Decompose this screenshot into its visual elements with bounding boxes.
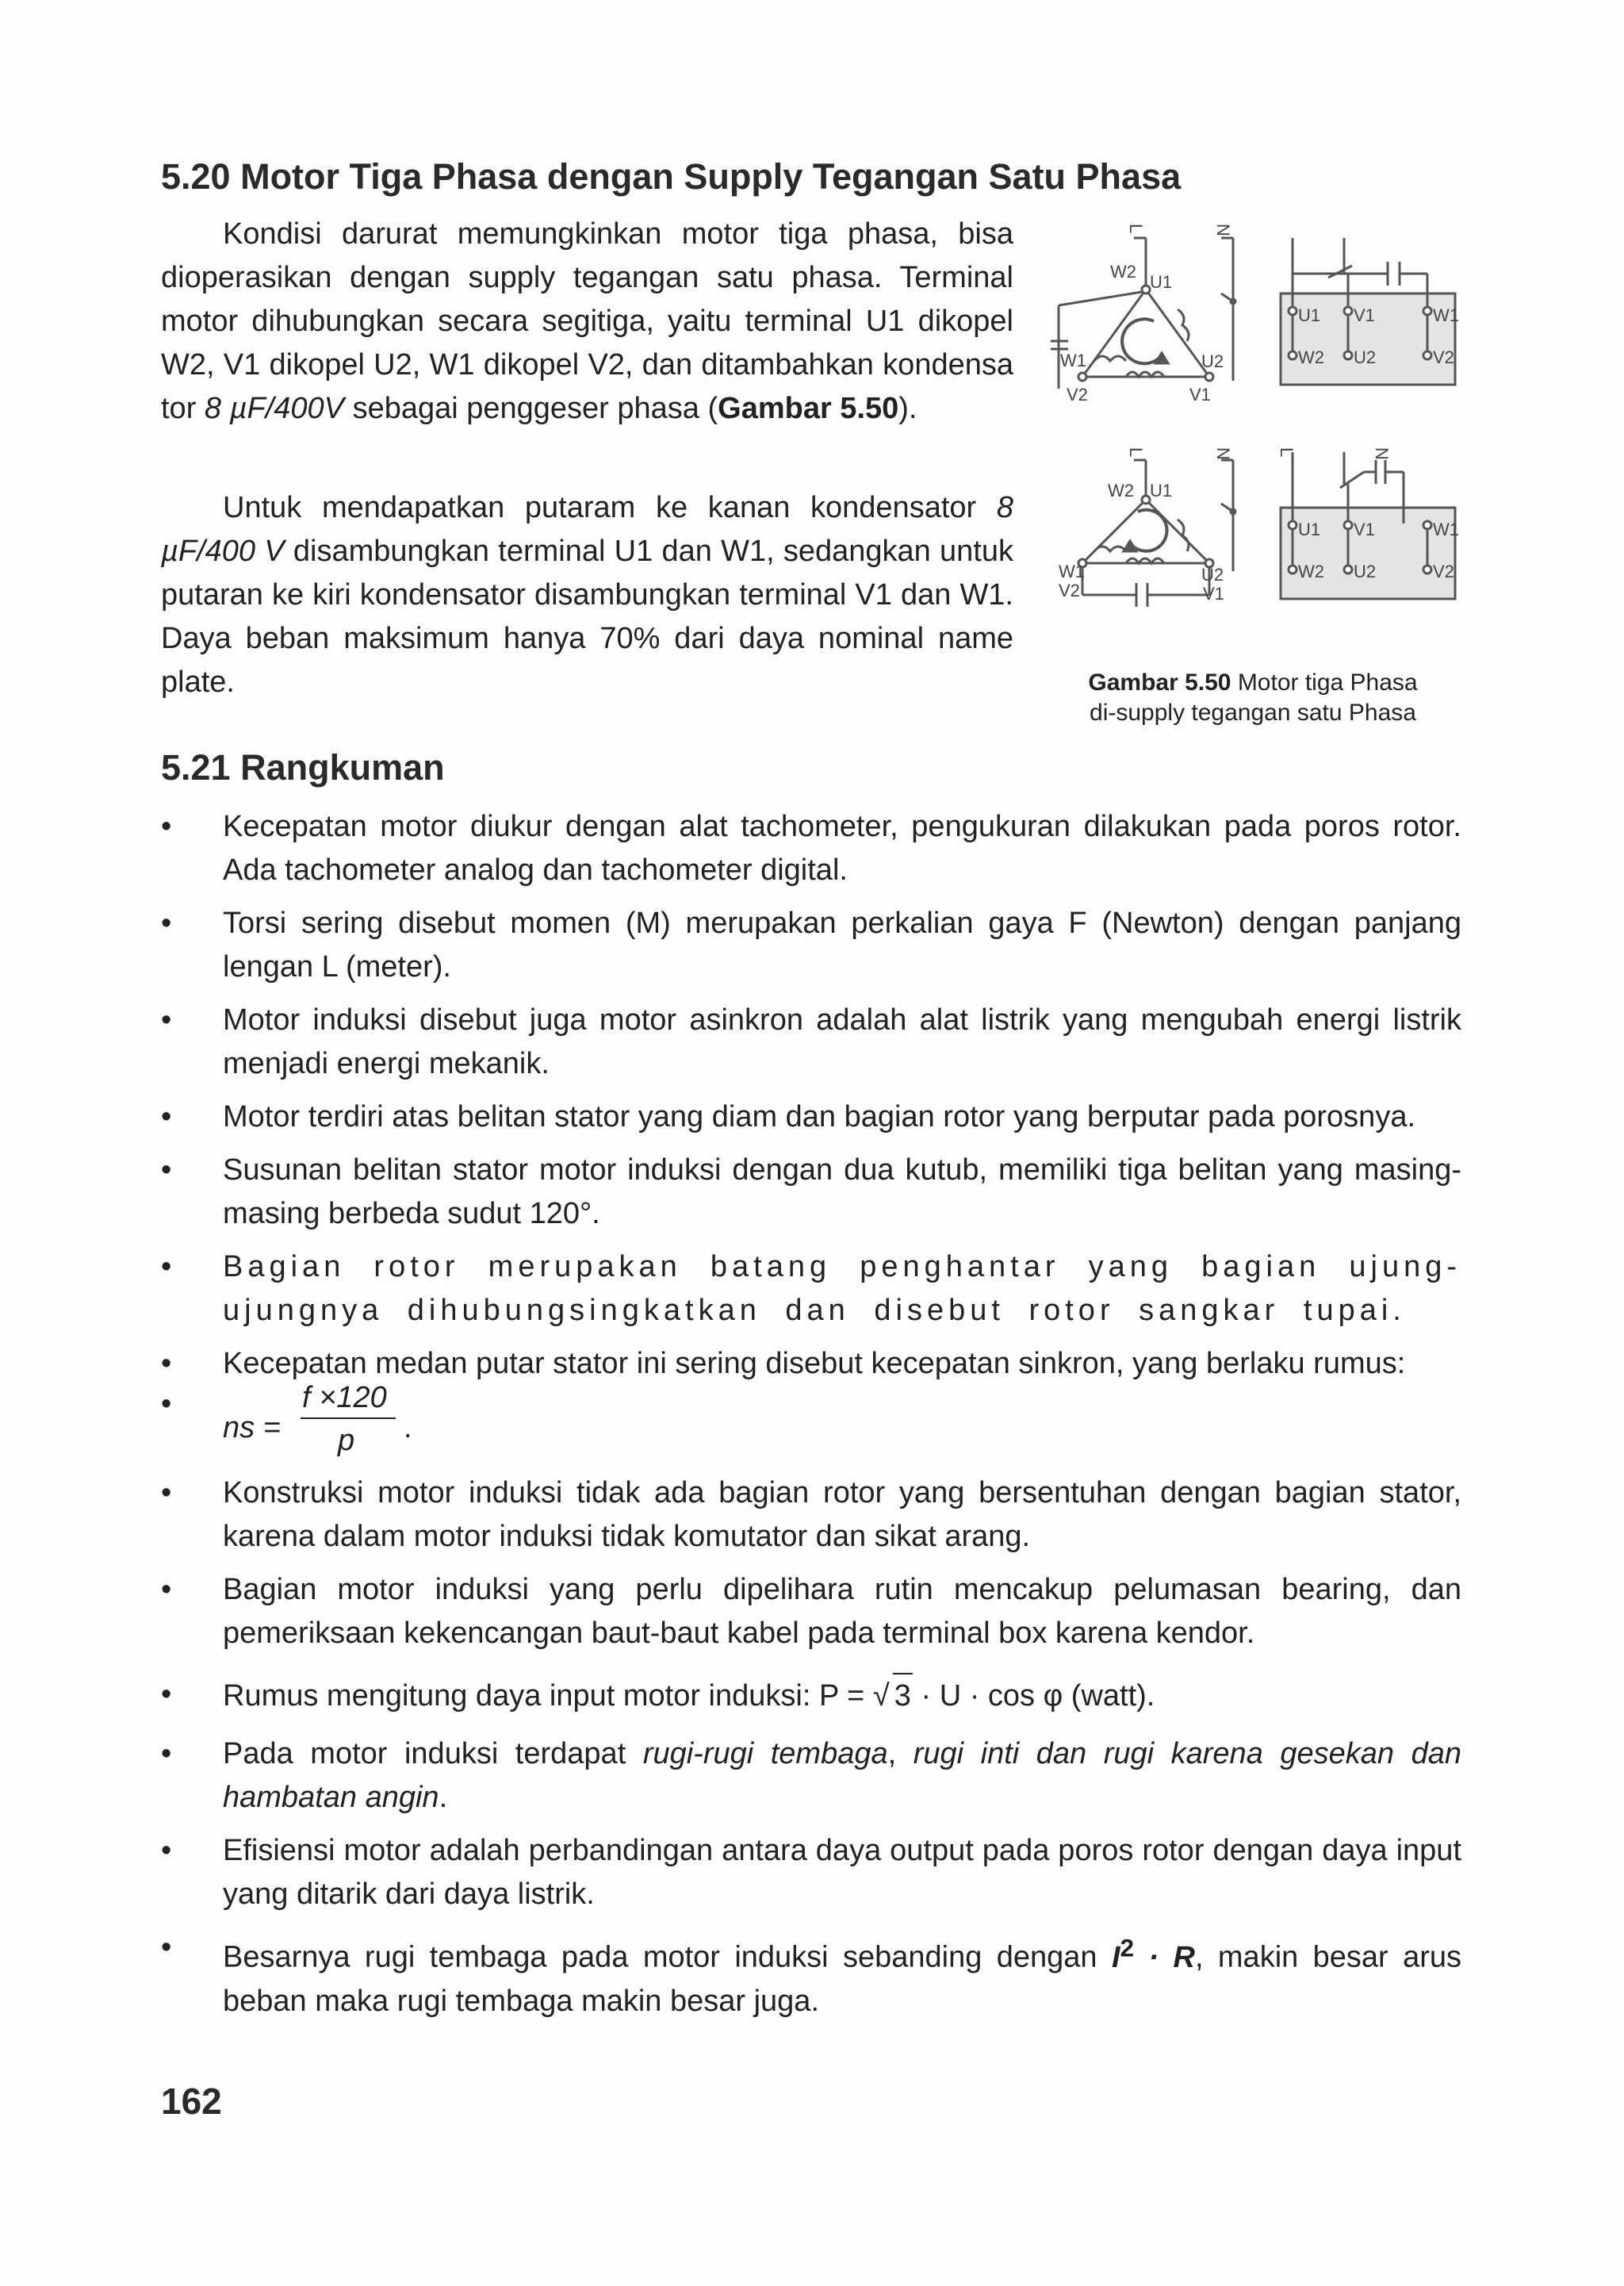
list-item: • Susunan belitan stator motor induksi dengan dua kutub, memiliki tiga belitan yang masing-masing berbeda sudut 120°. [161, 1149, 1461, 1236]
svg-text:V1: V1 [1354, 520, 1375, 539]
label-u2: U2 [1201, 351, 1224, 371]
list-item: • Konstruksi motor induksi tidak ada bagian rotor yang bersentuhan dengan bagian stator, karena dalam motor induksi tidak komutator dan sikat arang. [161, 1471, 1461, 1559]
figure-caption [1063, 668, 1443, 728]
list-item: • Bagian rotor merupakan batang penghantar yang bagian ujung-ujungnya dihubungsingkatkan dan disebut rotor sangkar tupai. [161, 1245, 1461, 1333]
svg-text:L: L [1277, 447, 1297, 458]
list-item: • Rumus mengitung daya input motor induksi: P = √ 3 · U · cos φ (watt). [161, 1673, 1461, 1718]
paragraph-2-text: Untuk mendapatkan putaram ke kanan kondensator [223, 491, 997, 524]
svg-text:W1: W1 [1433, 305, 1459, 325]
list-item: • Kecepatan medan putar stator ini sering disebut kecepatan sinkron, yang berlaku rumus: [161, 1342, 1461, 1386]
list-item: • Motor induksi disebut juga motor asinkron adalah alat listrik yang mengubah energi listrik menjadi energi mekanik. [161, 999, 1461, 1086]
losses-sep: , [887, 1737, 914, 1770]
label-w2: W2 [1110, 262, 1136, 282]
losses-other: rugi inti dan rugi karena gesekan dan hambatan angin [223, 1737, 1461, 1814]
paragraph-1 [161, 213, 1013, 431]
formula-lhs: • ns = [223, 1411, 281, 1444]
svg-text:N: N [1213, 447, 1233, 460]
paragraph-1-text: Kondisi darurat memungkinkan motor tiga phasa, bisa dioperasikan dengan supply tegangan satu phasa. Terminal motor dihubungkan secara segitiga, yaitu terminal U1 dikopel W2, V1 dikopel U2, W1 dikopel V2, dan ditambahkan kondensa tor [161, 217, 1013, 425]
paragraph-2-text-b: disambungkan terminal U1 dan W1, sedangkan untuk putaran ke kiri kondensator disambungkan terminal V1 dan W1. Daya beban maksimum hanya 70% dari daya nominal name plate. [161, 535, 1013, 699]
label-w1: W1 [1060, 351, 1086, 370]
caption-line-2: di-supply tegangan satu Phasa [1090, 700, 1416, 726]
svg-text:U2: U2 [1354, 562, 1377, 581]
label-l: L [1126, 224, 1146, 234]
current-symbol: I [1111, 1940, 1120, 1974]
paragraph-1-text-c: ). [898, 392, 917, 425]
svg-text:U1: U1 [1150, 481, 1173, 501]
section-title-5-20: 5.20 Motor Tiga Phasa dengan Supply Tegangan Satu Phasa [161, 156, 1182, 197]
svg-text:L: L [1126, 447, 1146, 458]
label-u1: U1 [1150, 272, 1173, 292]
losses-copper: rugi-rugi tembaga [642, 1737, 888, 1770]
section-title-5-21: 5.21 Rangkuman [161, 747, 445, 788]
formula-end: . [404, 1411, 412, 1444]
svg-text:W1: W1 [1059, 562, 1085, 581]
paragraph-1-text-b: sebagai penggeser phasa ( [344, 392, 718, 425]
figure-5-50-diagram [1051, 222, 1471, 658]
losses-end: . [439, 1781, 448, 1814]
svg-text:U2: U2 [1354, 347, 1377, 367]
list-item [161, 1732, 1461, 1820]
copper-loss-text: Besarnya rugi tembaga pada motor induksi sebanding dengan [223, 1940, 1112, 1974]
svg-text:V1: V1 [1203, 584, 1224, 604]
list-item [161, 1926, 1461, 2023]
svg-text:W2: W2 [1108, 481, 1134, 501]
formula-numerator: f ×120 [302, 1381, 387, 1414]
capacitor-value-2: 8 µF/400 V [161, 491, 1013, 568]
sync-speed-formula [223, 1383, 1461, 1462]
power-formula-text-b: · U · cos φ (watt). [912, 1679, 1155, 1713]
label-v2: V2 [1067, 385, 1088, 405]
list-item: • Torsi sering disebut momen (M) merupakan perkalian gaya F (Newton) dengan panjang lengan L (meter). [161, 902, 1461, 989]
svg-text:V2: V2 [1059, 581, 1080, 600]
power-formula-text: Rumus mengitung daya input motor induksi: P = [223, 1679, 873, 1713]
svg-text:U2: U2 [1201, 565, 1224, 585]
paragraph-2 [161, 486, 1013, 704]
list-item: • Bagian motor induksi yang perlu dipelihara rutin mencakup pelumasan bearing, dan pemeriksaan kekencangan baut-baut kabel pada terminal box karena kendor. [161, 1568, 1461, 1655]
svg-text:W2: W2 [1298, 347, 1324, 367]
formula-denominator: p [338, 1424, 355, 1457]
svg-text:N: N [1372, 447, 1392, 460]
svg-text:U1: U1 [1298, 305, 1321, 325]
label-n: N [1213, 224, 1233, 236]
list-item: • Kecepatan motor diukur dengan alat tachometer, pengukuran dilakukan pada poros rotor. Ada tachometer analog dan tachometer digital. [161, 805, 1461, 892]
svg-text:V1: V1 [1354, 305, 1375, 325]
caption-label: Gambar 5.50 [1088, 669, 1231, 696]
figure-reference: Gambar 5.50 [718, 392, 899, 425]
sqrt-value: 3 [893, 1673, 913, 1718]
list-item: • Efisiensi motor adalah perbandingan antara daya output pada poros rotor dengan daya input yang ditarik dari daya listrik. [161, 1829, 1461, 1916]
list-item: • Motor terdiri atas belitan stator yang diam dan bagian rotor yang berputar pada porosnya. [161, 1095, 1461, 1139]
svg-text:V2: V2 [1433, 562, 1454, 581]
svg-text:W1: W1 [1433, 520, 1459, 539]
caption-line-1: Motor tiga Phasa [1231, 669, 1418, 696]
copper-loss-text-b: , makin besar arus beban maka rugi tembaga makin besar juga. [223, 1940, 1461, 2018]
capacitor-value: 8 µF/400V [204, 392, 345, 425]
svg-text:W2: W2 [1298, 562, 1324, 581]
resistance-symbol: · R [1134, 1940, 1195, 1974]
current-exponent: 2 [1120, 1933, 1135, 1962]
formula-item [161, 1383, 1461, 1462]
label-v1: V1 [1189, 385, 1211, 405]
svg-text:U1: U1 [1298, 520, 1321, 539]
page-number: 162 [161, 2081, 222, 2122]
svg-text:V2: V2 [1433, 347, 1454, 367]
summary-list [161, 805, 1461, 2033]
losses-text: Pada motor induksi terdapat [223, 1737, 643, 1770]
